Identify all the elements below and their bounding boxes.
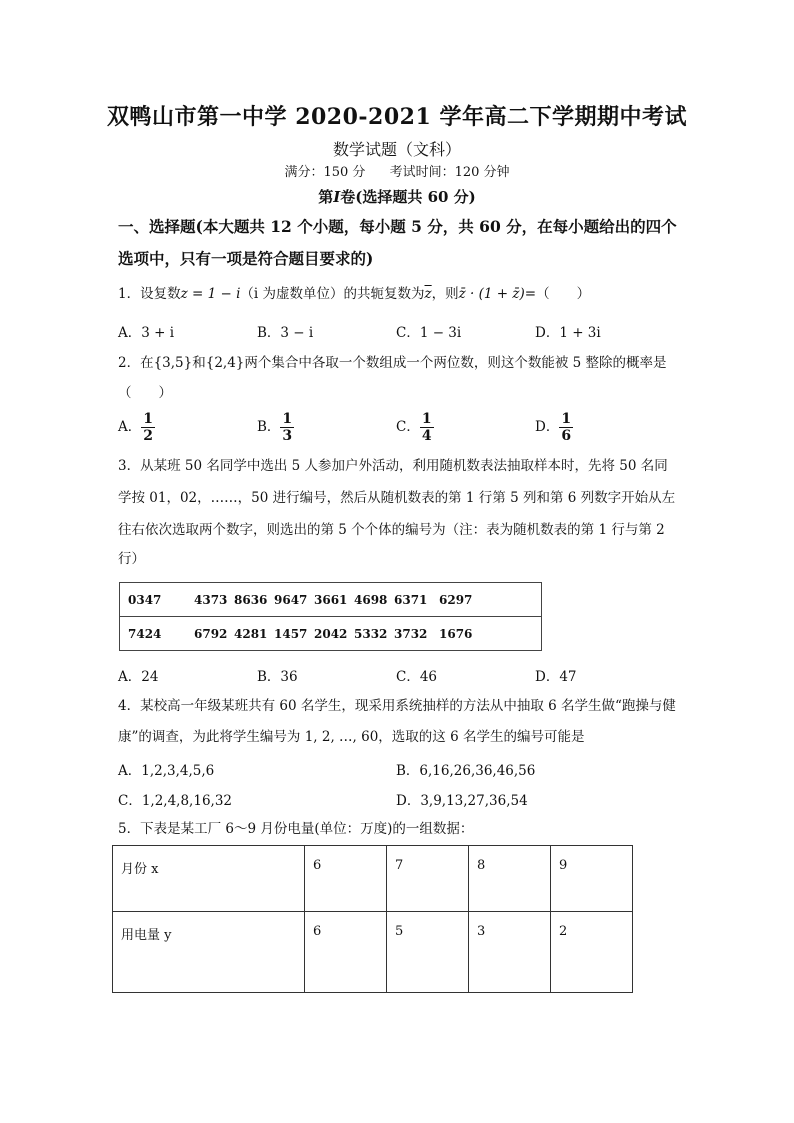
q1-conjugate: $\overline{z}$: [424, 286, 432, 302]
table-cell: 4698: [354, 583, 394, 617]
part-suffix: 卷(选择题共 60 分): [340, 188, 476, 206]
fraction-denominator: 6: [561, 428, 572, 444]
table-cell: 6297: [439, 583, 542, 617]
table-cell: 用电量 y: [113, 912, 305, 993]
table-cell: 3661: [314, 583, 354, 617]
question-3-line2: 学按 01，02，……，50 进行编号，然后从随机数表的第 1 行第 5 列和第 6 列数字开始从左: [118, 490, 676, 506]
q1-tail2: =（ ）: [524, 286, 591, 302]
table-cell: 9647: [274, 583, 314, 617]
q2-option-d-label: D．: [535, 419, 560, 435]
part-heading: [0, 186, 794, 207]
part-numeral: I: [333, 188, 341, 206]
q4-option-b: B．6,16,26,36,46,56: [396, 763, 536, 779]
table-cell: 3732: [394, 617, 439, 651]
q1-expression: z̄ · (1 + z̄): [458, 286, 525, 302]
table-cell: 4373: [194, 583, 234, 617]
table-cell: 2042: [314, 617, 354, 651]
fraction-numerator: 1: [421, 411, 432, 427]
question-1: [118, 279, 683, 309]
electricity-table: [112, 845, 633, 993]
exam-subtitle: 数学试题（文科）: [332, 140, 461, 159]
fraction-denominator: 2: [143, 428, 153, 444]
q1-option-a: A．3 + i: [118, 325, 175, 341]
question-2: 2．在{3,5}和{2,4}两个集合中各取一个数组成一个两位数，则这个数能被 5 整除的概率是: [118, 355, 667, 371]
table-cell: 月份 x: [113, 846, 305, 912]
part-prefix: 第: [318, 188, 334, 206]
q4-option-c: C．1,2,4,8,16,32: [118, 793, 232, 809]
q2-option-b-label: B．: [257, 419, 281, 435]
table-cell: 6: [305, 846, 387, 912]
full-score: 满分：150 分: [284, 165, 366, 180]
fraction-numerator: 1: [143, 411, 153, 427]
q3-option-b: B．36: [257, 669, 298, 685]
question-4-line1: 4．某校高一年级某班共有 60 名学生，现采用系统抽样的方法从中抽取 6 名学生做“跑操与健: [118, 698, 676, 714]
table-cell: 1457: [274, 617, 314, 651]
q1-z-definition: z = 1 − i: [180, 286, 241, 302]
q2-option-d-fraction: [559, 411, 573, 444]
q2-option-d: [535, 411, 573, 444]
table-cell: 6371: [394, 583, 439, 617]
fraction-numerator: 1: [282, 411, 293, 427]
question-3-line4: 行）: [118, 551, 145, 567]
table-cell: 0347: [120, 583, 195, 617]
q2-option-c: [396, 411, 434, 444]
table-row: [113, 846, 633, 912]
question-5: 5．下表是某工厂 6～9 月份电量(单位：万度)的一组数据：: [118, 821, 474, 837]
q1-tail1: ，则: [431, 286, 459, 302]
q1-option-b: B．3 − i: [257, 325, 314, 341]
fraction-numerator: 1: [561, 411, 572, 427]
q2-option-c-label: C．: [396, 419, 420, 435]
table-row: [120, 583, 542, 617]
q2-option-b: [257, 411, 294, 444]
table-cell: 3: [469, 912, 551, 993]
exam-title: 双鸭山市第一中学 2020-2021 学年高二下学期期中考试: [107, 104, 687, 130]
section-heading-line1: 一、选择题(本大题共 12 个小题，每小题 5 分，共 60 分，在每小题给出的四个: [118, 217, 677, 236]
fraction-denominator: 3: [282, 428, 293, 444]
question-4-line2: 康”的调查，为此将学生编号为 1, 2, …, 60，选取的这 6 名学生的编号可能是: [118, 729, 585, 745]
q1-mid: （i 为虚数单位）的共轭复数为: [240, 286, 425, 302]
table-cell: 5: [387, 912, 469, 993]
q2-option-a-label: A．: [118, 419, 142, 435]
q3-option-c: C．46: [396, 669, 438, 685]
fraction-denominator: 4: [421, 428, 432, 444]
exam-time: 考试时间：120 分钟: [389, 165, 510, 180]
q2-option-a: [118, 411, 155, 444]
table-cell: 8: [469, 846, 551, 912]
table-cell: 4281: [234, 617, 274, 651]
random-number-table: [119, 582, 542, 651]
exam-meta: [0, 161, 794, 180]
table-cell: 7424: [120, 617, 195, 651]
table-cell: 8636: [234, 583, 274, 617]
question-3-line1: 3．从某班 50 名同学中选出 5 人参加户外活动，利用随机数表法抽取样本时，先将 50 名同: [118, 458, 668, 474]
table-cell: 1676: [439, 617, 542, 651]
q2-option-b-fraction: [280, 411, 294, 444]
table-cell: 6: [305, 912, 387, 993]
q1-lead: 1．设复数: [118, 286, 181, 302]
table-cell: 2: [551, 912, 633, 993]
table-row: [113, 912, 633, 993]
table-cell: 6792: [194, 617, 234, 651]
q2-option-c-fraction: [420, 411, 434, 444]
q4-option-a: A．1,2,3,4,5,6: [118, 763, 215, 779]
table-row: [120, 617, 542, 651]
table-cell: 9: [551, 846, 633, 912]
question-3-line3: 往右依次选取两个数字，则选出的第 5 个个体的编号为（注：表为随机数表的第 1 行与第 2: [118, 522, 665, 538]
table-cell: 7: [387, 846, 469, 912]
question-2-paren: （ ）: [118, 385, 172, 401]
table-cell: 5332: [354, 617, 394, 651]
q3-option-a: A．24: [118, 669, 159, 685]
q1-option-c: C．1 − 3i: [396, 325, 462, 341]
q4-option-d: D．3,9,13,27,36,54: [396, 793, 528, 809]
q1-option-d: D．1 + 3i: [535, 325, 601, 341]
q2-option-a-fraction: [141, 411, 155, 444]
q3-option-d: D．47: [535, 669, 577, 685]
section-heading-line2: 选项中，只有一项是符合题目要求的): [118, 249, 374, 268]
